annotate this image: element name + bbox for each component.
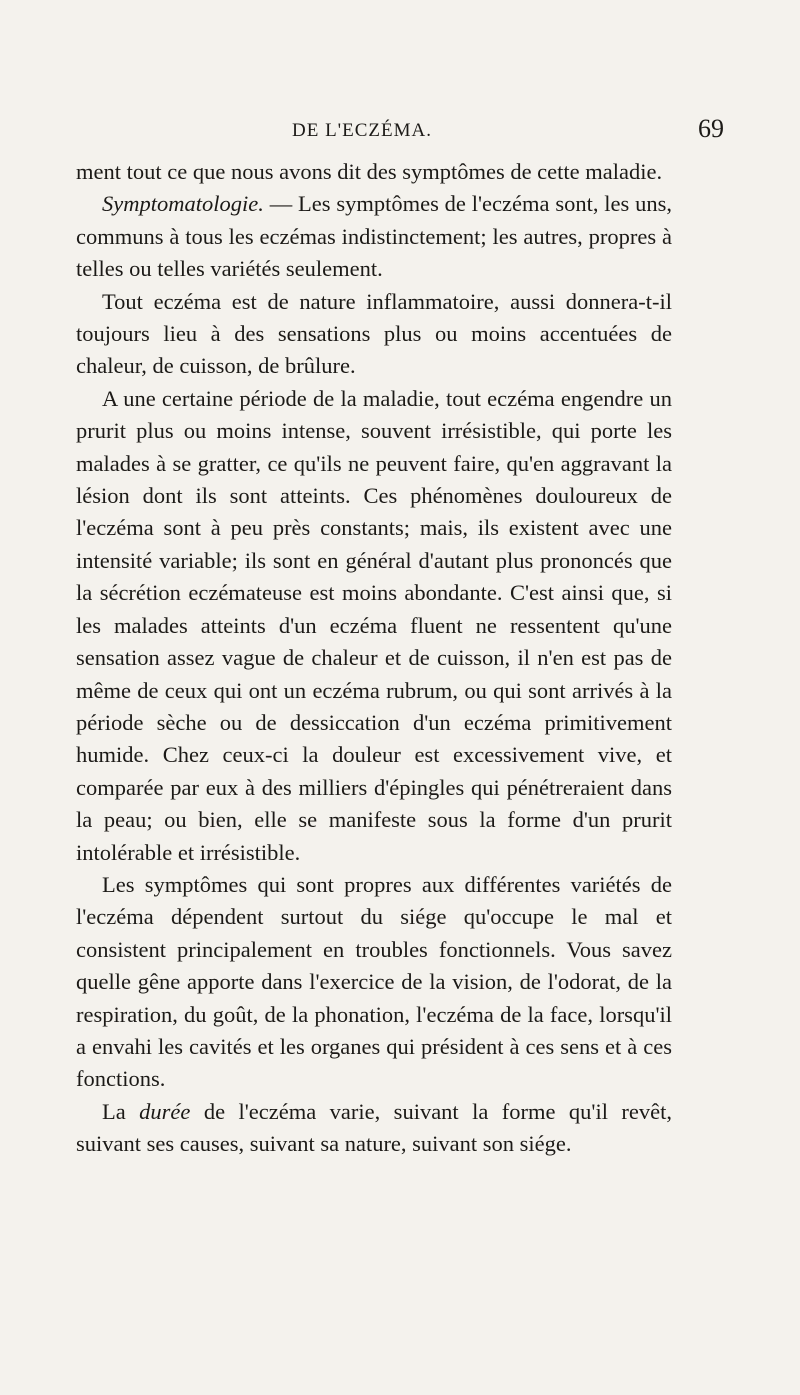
running-head: [0, 114, 800, 150]
page-number: 69: [698, 114, 724, 143]
italic-term: durée: [139, 1098, 191, 1124]
section-heading: Symptomatologie.: [102, 191, 264, 217]
paragraph-symptomatologie: [76, 188, 672, 285]
paragraph-text: de l'eczéma varie, suivant la forme qu'il revêt, suivant ses causes, suivant sa nature, suivant son siége.: [76, 1098, 672, 1157]
paragraph-text: — Les symptômes de l'eczéma sont, les uns, communs à tous les eczémas indistinctement; les autres, propres à telles ou telles variétés seulement.: [76, 191, 672, 282]
running-title: DE L'ECZÉMA.: [292, 120, 432, 141]
paragraph-inflammatoire: Tout eczéma est de nature inflammatoire, aussi donnera-t-il toujours lieu à des sensations plus ou moins accentuées de chaleur, de cuisson, de brûlure.: [76, 288, 672, 379]
paragraph-prurit: A une certaine période de la maladie, tout eczéma engendre un prurit plus ou moins intense, souvent irrésistible, qui porte les malades à se gratter, ce qu'ils ne peuvent faire, qu'en aggravant la lésion dont ils sont atteints. Ces phénomènes douloureux de l'eczéma sont à peu près constants; mais, ils existent avec une intensité variable; ils sont en général d'autant plus prononcés que la sécrétion eczémateuse est moins abondante. C'est ainsi que, si les malades atteints d'un eczéma fluent ne ressentent qu'une sensation assez vague de chaleur et de cuisson, il n'en est pas de même de ceux qui ont un eczéma rubrum, ou qui sont arrivés à la période sèche ou de dessiccation d'un eczéma primitivement humide. Chez ceux-ci la douleur est excessivement vive, et comparée par eux à des milliers d'épingles qui pénétreraient dans la peau; ou bien, elle se manifeste sous la forme d'un prurit intolérable et irrésistible.: [76, 385, 672, 865]
paragraph-duree: [76, 1096, 672, 1161]
paragraph-varietes: Les symptômes qui sont propres aux différentes variétés de l'eczéma dépendent surtout du siége qu'occupe le mal et consistent principalement en troubles fonctionnels. Vous savez quelle gêne apporte dans l'exercice de la vision, de l'odorat, de la respiration, du goût, de la phonation, l'eczéma de la face, lorsqu'il a envahi les cavités et les organes qui président à ces sens et à ces fonctions.: [76, 871, 672, 1092]
paragraph-continuation: ment tout ce que nous avons dit des symptômes de cette maladie.: [76, 159, 663, 184]
paragraph-text: La: [102, 1098, 140, 1124]
body-text: [76, 156, 672, 1161]
